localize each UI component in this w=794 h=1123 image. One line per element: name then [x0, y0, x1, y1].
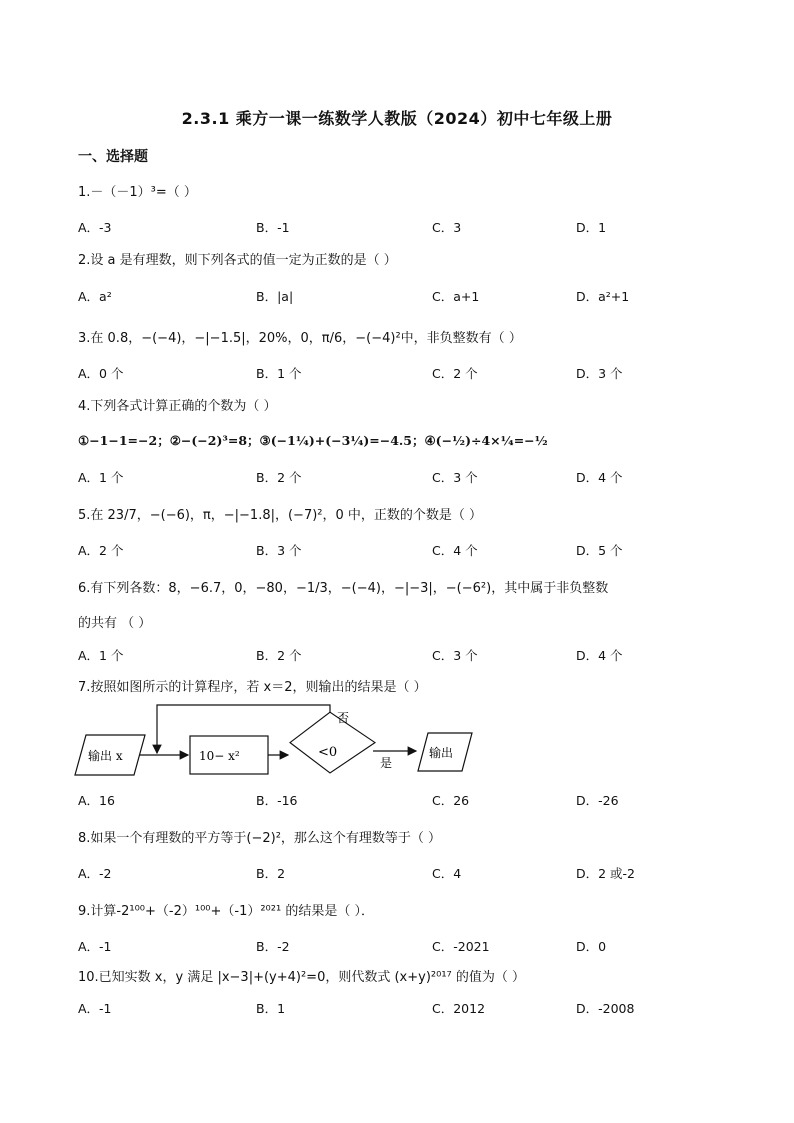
- option-d: D．0: [576, 939, 607, 954]
- question-10-stem: 10.已知实数 x，y 满足 |x−3|+(y+4)²=0，则代数式 (x+y)²⁰¹⁷ 的值为（ ）: [78, 970, 526, 985]
- decision-label: <0: [318, 745, 338, 760]
- question-4-stem: 4.下列各式计算正确的个数为（ ）: [78, 399, 277, 414]
- option-b: B．1 个: [256, 366, 302, 381]
- option-d: D．-2008: [576, 1001, 635, 1016]
- option-c: C．a+1: [432, 289, 480, 304]
- option-a: A．-1: [78, 1001, 112, 1016]
- page-title: 2.3.1 乘方一课一练数学人教版（2024）初中七年级上册: [181, 109, 613, 128]
- question-7-stem: 7.按照如图所示的计算程序，若 x＝2，则输出的结果是（ ）: [78, 680, 427, 695]
- question-1-stem: 1.－（－1）³=（ ）: [78, 185, 197, 200]
- option-a: A．0 个: [78, 366, 124, 381]
- option-c: C．3 个: [432, 470, 478, 485]
- option-b: B．2 个: [256, 648, 302, 663]
- option-a: A．a²: [78, 289, 112, 304]
- decision-diamond: [290, 712, 375, 773]
- question-4-equations: ①−1−1=−2；②−(−2)³=8；③(−1¼)+(−3¼)=−4.5；④(−½)÷4×¼=−½: [78, 433, 548, 448]
- option-d: D．a²+1: [576, 289, 630, 304]
- no-label: 否: [337, 711, 350, 725]
- option-d: D．2 或-2: [576, 866, 636, 881]
- option-b: B．2: [256, 866, 286, 881]
- option-d: D．4 个: [576, 470, 623, 485]
- flowchart-diagram: [70, 700, 480, 780]
- input-label: 输出 x: [88, 749, 123, 763]
- option-b: B．3 个: [256, 543, 302, 558]
- output-label: 输出: [429, 746, 454, 760]
- process-label: 10− x²: [199, 749, 240, 763]
- option-a: A．1 个: [78, 648, 124, 663]
- option-c: C．4: [432, 866, 462, 881]
- loop-back-line: [157, 705, 330, 753]
- option-a: A．16: [78, 793, 115, 808]
- option-b: B．-2: [256, 939, 290, 954]
- option-a: A．-1: [78, 939, 112, 954]
- option-c: C．-2021: [432, 939, 490, 954]
- option-a: A．-3: [78, 220, 112, 235]
- option-c: C．3 个: [432, 648, 478, 663]
- section-heading: 一、选择题: [78, 149, 148, 165]
- question-5-stem: 5.在 23/7，−(−6)，π，−|−1.8|，(−7)²，0 中，正数的个数是（ ）: [78, 508, 483, 523]
- option-c: C．26: [432, 793, 470, 808]
- question-8-stem: 8.如果一个有理数的平方等于(−2)²，那么这个有理数等于（ ）: [78, 831, 442, 846]
- option-c: C．3: [432, 220, 462, 235]
- option-c: C．4 个: [432, 543, 478, 558]
- option-b: B．-16: [256, 793, 298, 808]
- question-6-stem: 6.有下列各数：8，−6.7，0，−80，−1/3，−(−4)，−|−3|，−(−6²)，其中属于非负整数: [78, 581, 609, 596]
- option-c: C．2 个: [432, 366, 478, 381]
- option-d: D．-26: [576, 793, 619, 808]
- yes-label: 是: [380, 756, 393, 770]
- option-d: D．1: [576, 220, 607, 235]
- option-b: B．2 个: [256, 470, 302, 485]
- option-b: B．|a|: [256, 289, 294, 304]
- option-d: D．3 个: [576, 366, 623, 381]
- option-c: C．2012: [432, 1001, 486, 1016]
- option-a: A．-2: [78, 866, 112, 881]
- question-2-stem: 2.设 a 是有理数，则下列各式的值一定为正数的是（ ）: [78, 253, 397, 268]
- option-b: B．1: [256, 1001, 286, 1016]
- option-a: A．2 个: [78, 543, 124, 558]
- option-b: B．-1: [256, 220, 290, 235]
- option-d: D．5 个: [576, 543, 623, 558]
- question-9-stem: 9.计算-2¹⁰⁰+（-2）¹⁰⁰+（-1）²⁰²¹ 的结果是（ ）．: [78, 904, 374, 919]
- option-a: A．1 个: [78, 470, 124, 485]
- question-6-stem-continued: 的共有 （ ）: [78, 616, 152, 631]
- question-3-stem: 3.在 0.8，−(−4)，−|−1.5|，20%，0，π/6，−(−4)²中，非负整数有（ ）: [78, 331, 522, 346]
- option-d: D．4 个: [576, 648, 623, 663]
